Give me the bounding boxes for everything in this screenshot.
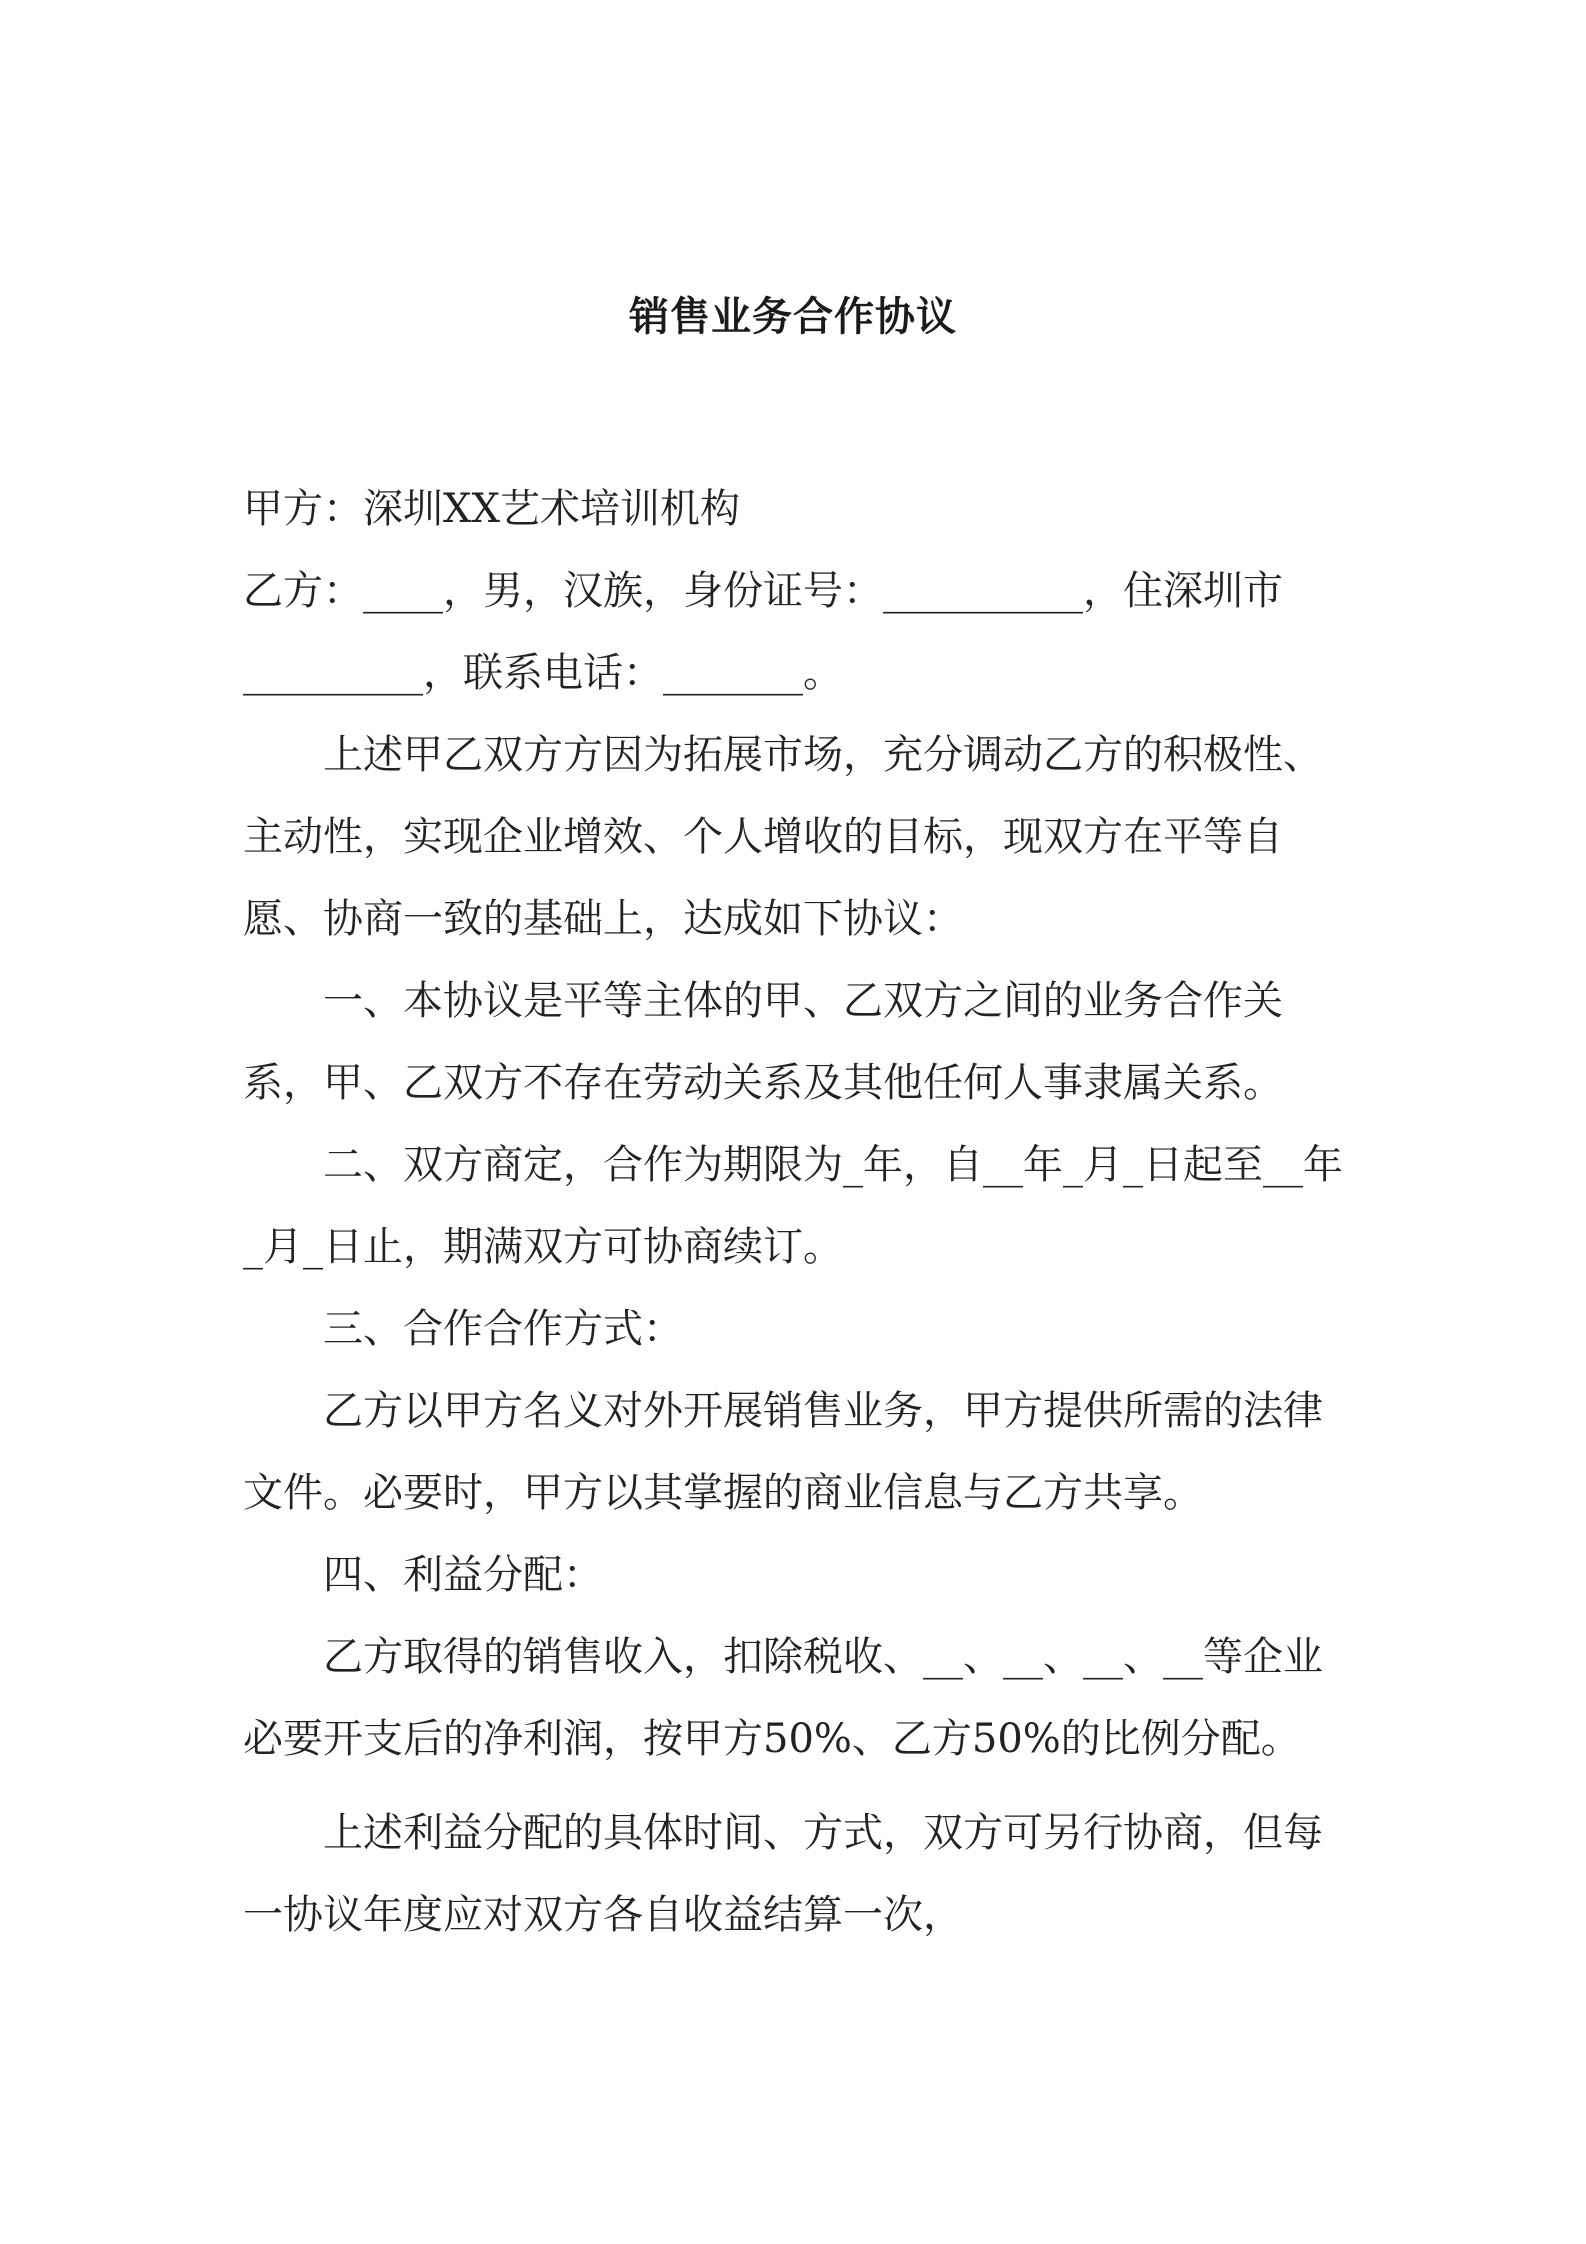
clause-4-body: 乙方取得的销售收入，扣除税收、__、__、__、__等企业必要开支后的净利润，按甲方50%、乙方50%的比例分配。 bbox=[243, 1634, 1323, 1762]
party-a-line: 甲方：深圳XX艺术培训机构 bbox=[243, 486, 740, 532]
clause-4-note: 上述利益分配的具体时间、方式，双方可另行协商，但每一协议年度应对双方各自收益结算一次， bbox=[243, 1810, 1323, 1938]
paragraph-spacer bbox=[243, 1780, 1353, 1792]
party-b-line-2: _________，联系电话：_______。 bbox=[243, 650, 843, 696]
preamble-paragraph: 上述甲乙双方方因为拓展市场，充分调动乙方的积极性、主动性，实现企业增效、个人增收的目标，现双方在平等自愿、协商一致的基础上，达成如下协议： bbox=[243, 732, 1323, 942]
document-body bbox=[243, 468, 1353, 1956]
clause-2-paragraph: 二、双方商定，合作为期限为_年，自__年_月_日起至__年_月_日止，期满双方可协商续订。 bbox=[243, 1142, 1343, 1270]
document-title: 销售业务合作协议 bbox=[629, 293, 957, 340]
clause-3-body: 乙方以甲方名义对外开展销售业务，甲方提供所需的法律文件。必要时，甲方以其掌握的商业信息与乙方共享。 bbox=[243, 1388, 1323, 1516]
party-b-line-1: 乙方：____，男，汉族，身份证号：__________，住深圳市 bbox=[243, 568, 1283, 614]
clause-3-heading: 三、合作合作方式： bbox=[323, 1306, 683, 1352]
clause-1-paragraph: 一、本协议是平等主体的甲、乙双方之间的业务合作关系，甲、乙双方不存在劳动关系及其他任何人事隶属关系。 bbox=[243, 978, 1283, 1106]
clause-4-heading: 四、利益分配： bbox=[323, 1552, 603, 1598]
